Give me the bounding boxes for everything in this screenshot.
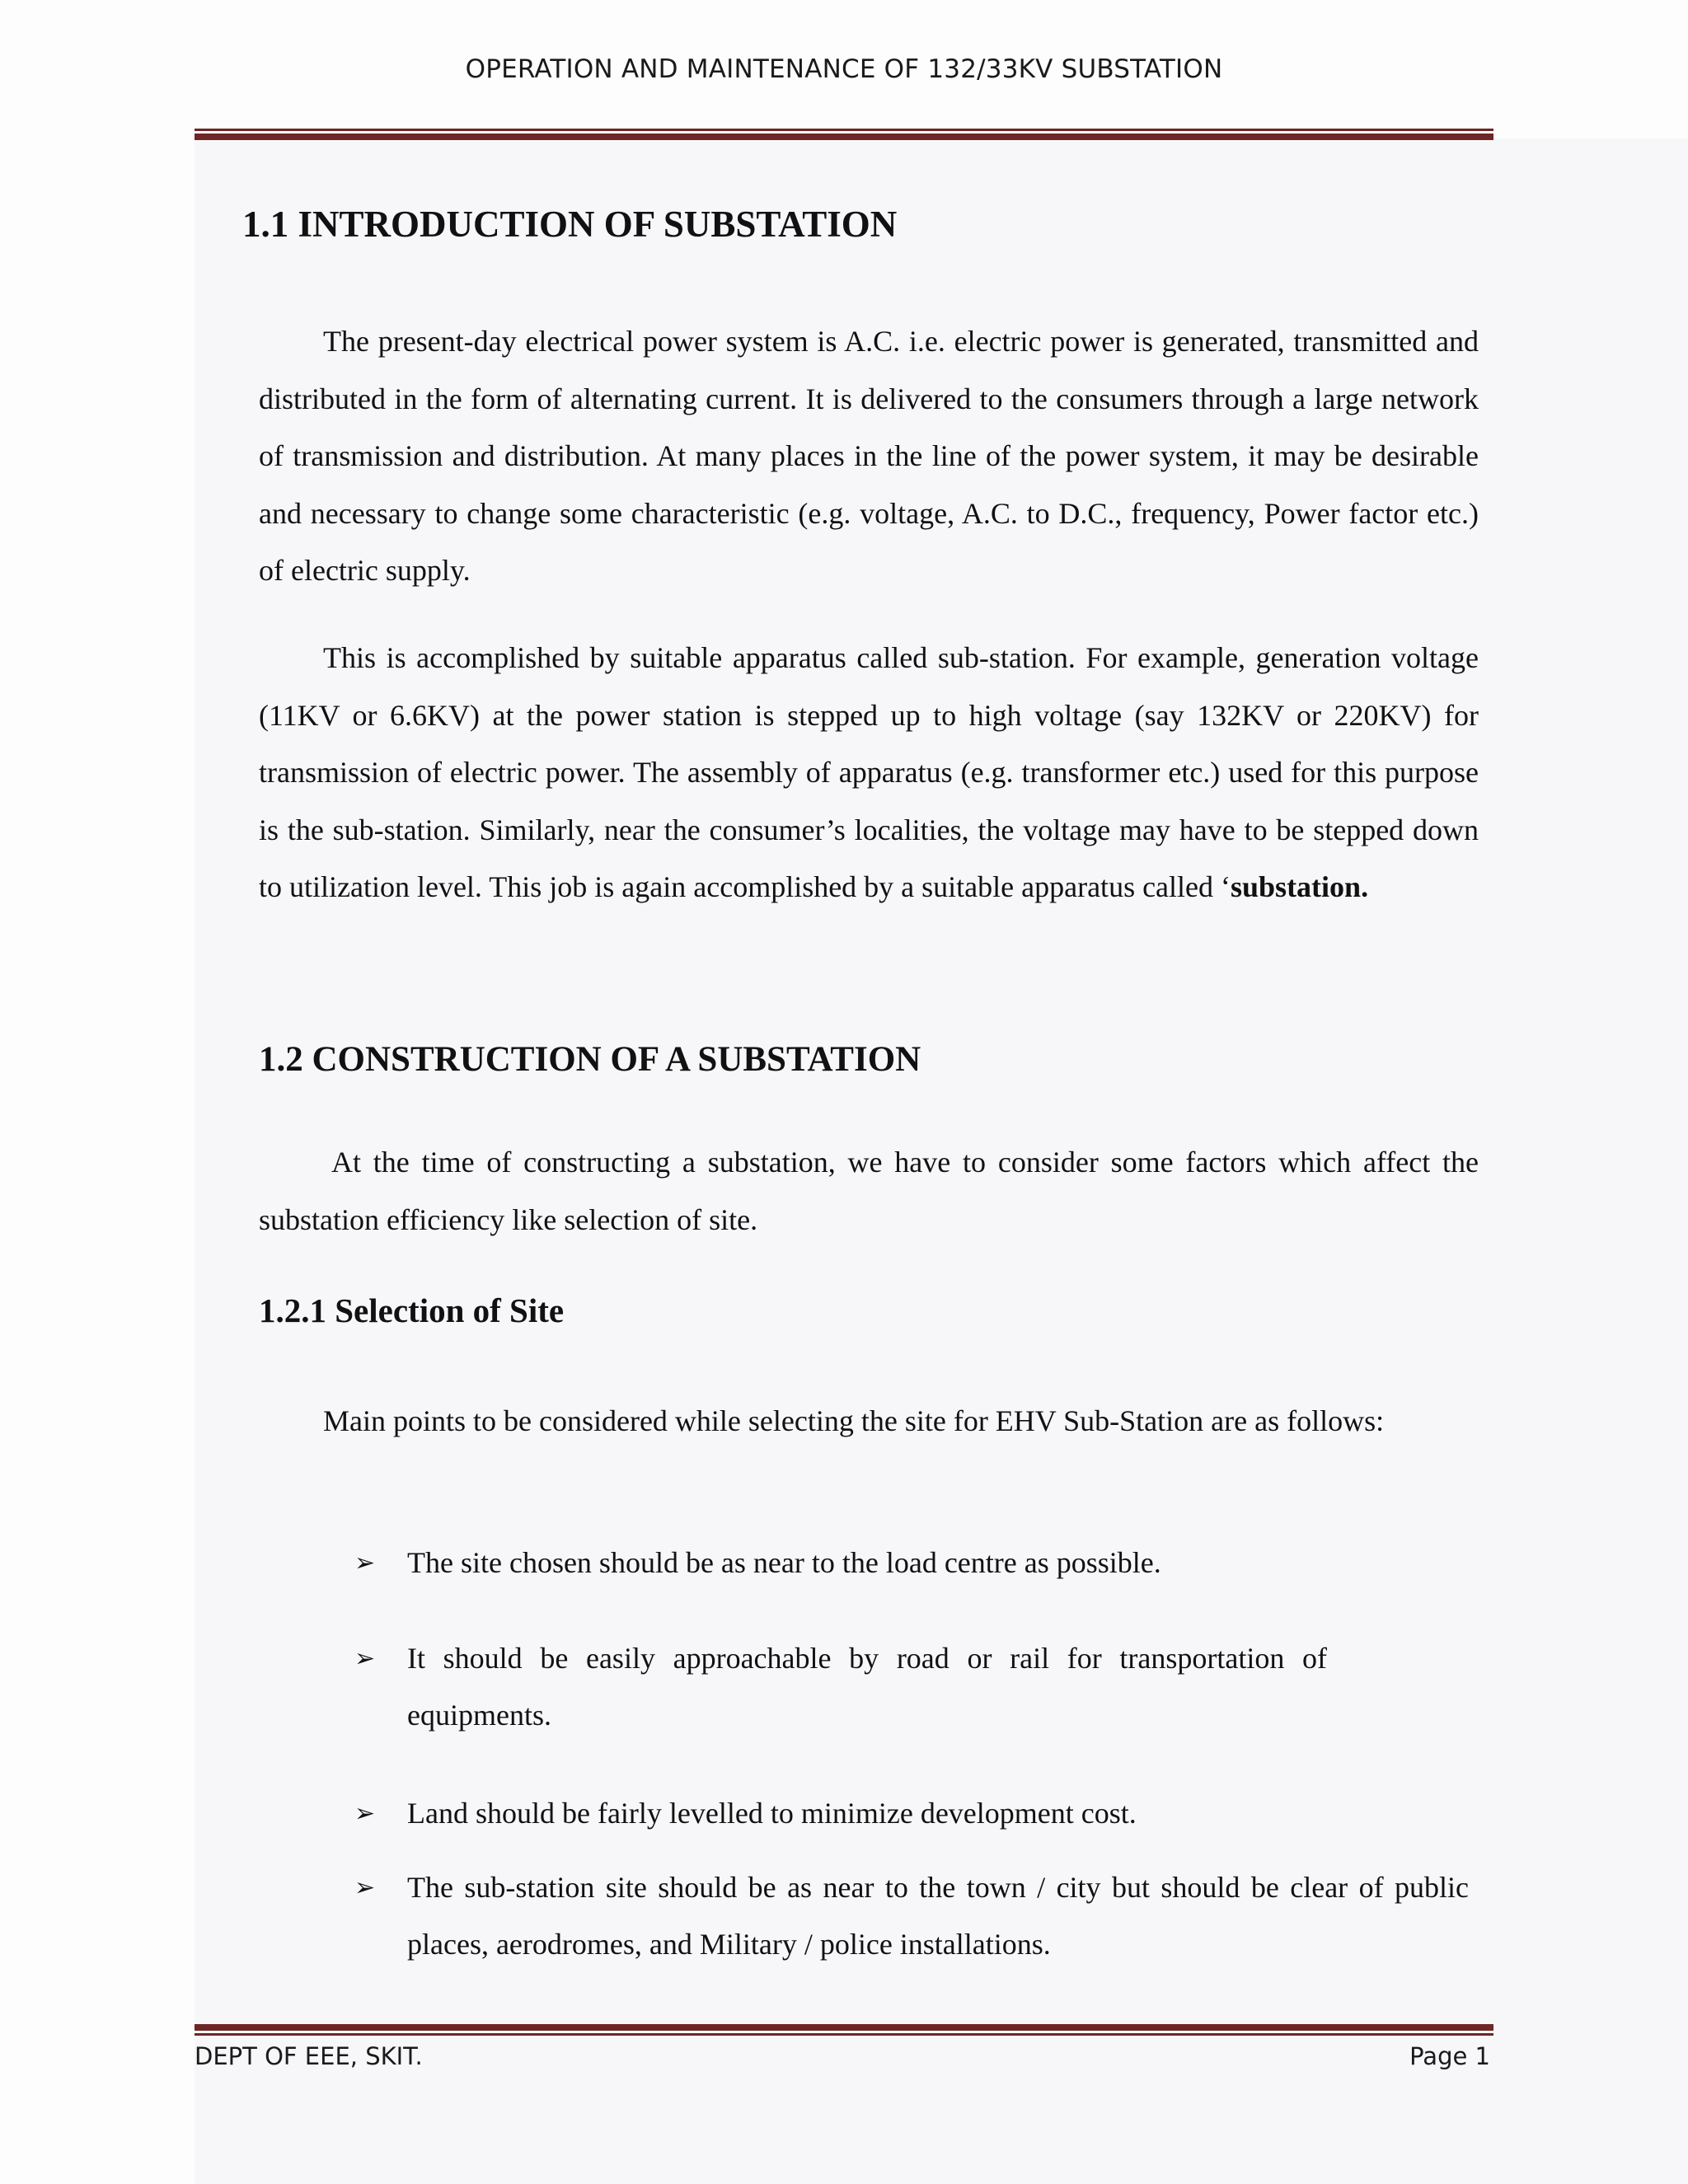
page-number: Page 1 [1409,2042,1490,2070]
running-header: OPERATION AND MAINTENANCE OF 132/33KV SUBSTATION [465,54,1223,84]
arrow-bullet-icon: ➢ [354,1644,376,1673]
header-rule [195,129,1493,140]
intro-paragraph-1: The present-day electrical power system is A.C. i.e. electric power is generated, transmitted and distributed in the form of alternating current. It is delivered to the consumers through a large network of transmission and distribution. At many places in the line of the power system, it may be desirable and necessary to change some characteristic (e.g. voltage, A.C. to D.C., frequency, Power factor etc.) of electric supply. [259,325,1479,587]
list-item-text: The sub-station site should be as near to the town / city but should be clear of public places, aerodromes, and Military / police installations. [407,1871,1469,1961]
section-heading-introduction: 1.1 INTRODUCTION OF SUBSTATION [242,204,898,245]
arrow-bullet-icon: ➢ [354,1873,376,1902]
intro-paragraph-2 [259,630,1479,916]
footer-department: DEPT OF EEE, SKIT. [195,2042,423,2070]
list-item-text: Land should be fairly levelled to minimize development cost. [407,1797,1137,1830]
list-item-text: It should be easily approachable by road or rail for transportation of equipments. [407,1642,1327,1732]
intro-paragraph-2-text: This is accomplished by suitable apparatus called sub-station. For example, generation voltage (11KV or 6.6KV) at the power station is stepped up to high voltage (say 132KV or 220KV) for transmission of electric power. The assembly of apparatus (e.g. transformer etc.) used for this purpose is the sub-station. Similarly, near the consumer’s localities, the voltage may have to be stepped down to utilization level. This job is again accomplished by a suitable apparatus called ‘ [259,641,1479,903]
arrow-bullet-icon: ➢ [354,1799,376,1828]
arrow-bullet-icon: ➢ [354,1549,376,1577]
list-item-text: The site chosen should be as near to the load centre as possible. [407,1546,1161,1579]
subsection-heading-site-selection: 1.2.1 Selection of Site [259,1291,565,1329]
list-item [354,1535,1220,1591]
list-item [354,1630,1327,1744]
list-item [354,1785,1469,1842]
construction-paragraph: At the time of constructing a substation, we have to consider some factors which affect the substation efficiency like selection of site. [259,1146,1479,1236]
substation-bold-term: substation. [1231,870,1369,903]
footer-rule [195,2024,1493,2036]
section-heading-construction: 1.2 CONSTRUCTION OF A SUBSTATION [259,1040,921,1079]
site-selection-intro: Main points to be considered while selecting the site for EHV Sub-Station are as follows: [323,1404,1385,1437]
list-item [354,1859,1469,1973]
